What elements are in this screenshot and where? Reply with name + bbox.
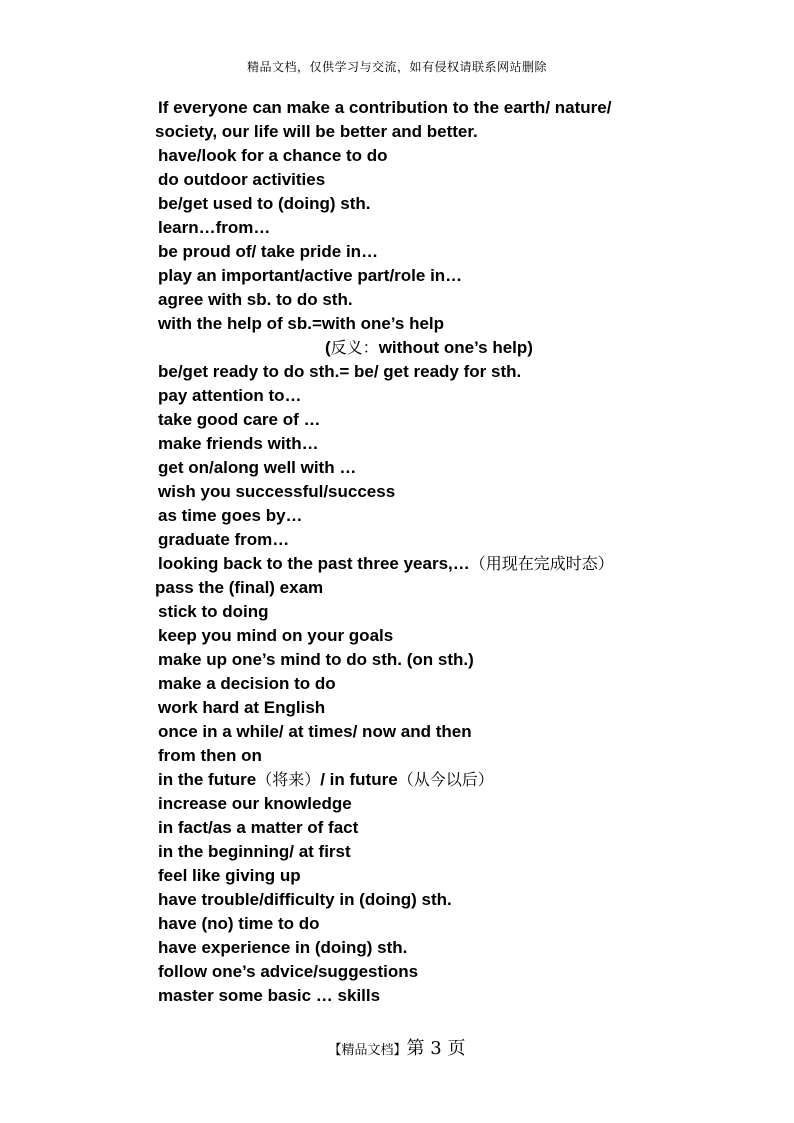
phrase-item	[155, 240, 715, 264]
phrase-item	[155, 264, 715, 288]
phrase-text: be/get ready to do sth.= be/ get ready for sth.	[158, 362, 522, 381]
phrase-text: in fact/as a matter of fact	[158, 818, 359, 837]
phrase-item	[155, 600, 715, 624]
phrase-text: be/get used to (doing) sth.	[158, 194, 371, 213]
phrase-text: take good care of …	[158, 410, 321, 429]
page-header: 精品文档，仅供学习与交流，如有侵权请联系网站删除	[246, 60, 547, 74]
phrase-text: work hard at English	[158, 698, 326, 717]
page-footer	[0, 1034, 794, 1060]
phrase-text: society, our life will be better and better.	[155, 122, 478, 141]
phrase-note: （用现在完成时态）	[469, 554, 614, 573]
phrase-text: with the help of sb.=with one’s help	[158, 314, 445, 333]
phrase-item	[155, 624, 715, 648]
phrase-item	[155, 144, 715, 168]
phrase-text: get on/along well with …	[158, 458, 357, 477]
phrase-item	[155, 384, 715, 408]
phrase-text: keep you mind on your goals	[158, 626, 394, 645]
phrase-item	[155, 552, 715, 576]
phrase-text: stick to doing	[158, 602, 269, 621]
phrase-item	[155, 720, 715, 744]
phrase-item	[155, 504, 715, 528]
phrase-text: do outdoor activities	[158, 170, 326, 189]
phrase-text: agree with sb. to do sth.	[158, 290, 353, 309]
phrase-text: in the future	[158, 770, 257, 789]
phrase-text: play an important/active part/role in…	[158, 266, 463, 285]
phrase-text: feel like giving up	[158, 866, 301, 885]
phrase-item	[155, 456, 715, 480]
phrase-text: pass the (final) exam	[155, 578, 324, 597]
phrase-text: once in a while/ at times/ now and then	[158, 722, 472, 741]
phrase-item	[155, 672, 715, 696]
phrase-text: in the beginning/ at first	[158, 842, 351, 861]
phrase-item	[155, 864, 715, 888]
phrase-list	[155, 96, 715, 1008]
phrase-text: graduate from…	[158, 530, 290, 549]
phrase-item	[155, 744, 715, 768]
phrase-text: If everyone can make a contribution to the earth/ nature/	[158, 98, 612, 117]
phrase-item	[155, 360, 715, 384]
phrase-item	[155, 648, 715, 672]
phrase-note: （将来）	[256, 770, 321, 789]
phrase-text: have experience in (doing) sth.	[158, 938, 408, 957]
phrase-item	[155, 984, 715, 1008]
phrase-text: follow one’s advice/suggestions	[158, 962, 419, 981]
phrase-text: looking back to the past three years,…	[158, 554, 470, 573]
footer-tag: 【精品文档】	[328, 1043, 407, 1058]
phrase-item	[155, 936, 715, 960]
phrase-item	[155, 816, 715, 840]
phrase-item	[155, 120, 715, 144]
phrase-text: without one’s help)	[378, 338, 533, 357]
phrase-text: have trouble/difficulty in (doing) sth.	[158, 890, 452, 909]
phrase-text: pay attention to…	[158, 386, 302, 405]
phrase-text: increase our knowledge	[158, 794, 352, 813]
phrase-text: be proud of/ take pride in…	[158, 242, 379, 261]
phrase-text: (	[325, 338, 331, 357]
phrase-item	[155, 480, 715, 504]
phrase-text: as time goes by…	[158, 506, 303, 525]
phrase-item	[155, 840, 715, 864]
phrase-note: （从今以后）	[397, 770, 494, 789]
phrase-item	[155, 768, 715, 792]
phrase-item	[155, 96, 715, 120]
phrase-item	[155, 288, 715, 312]
phrase-item	[155, 696, 715, 720]
page-number: 第 3 页	[406, 1038, 466, 1059]
phrase-item	[155, 168, 715, 192]
phrase-text: make a decision to do	[158, 674, 336, 693]
phrase-text: master some basic … skills	[158, 986, 381, 1005]
phrase-item	[155, 576, 715, 600]
phrase-item	[155, 792, 715, 816]
phrase-text: from then on	[158, 746, 262, 765]
phrase-item	[155, 408, 715, 432]
phrase-item	[155, 312, 715, 336]
phrase-item	[155, 888, 715, 912]
phrase-text: learn…from…	[158, 218, 271, 237]
phrase-text: make up one’s mind to do sth. (on sth.)	[158, 650, 474, 669]
phrase-item	[155, 960, 715, 984]
phrase-item	[155, 432, 715, 456]
phrase-text: have (no) time to do	[158, 914, 320, 933]
phrase-item	[155, 216, 715, 240]
phrase-item	[155, 336, 715, 360]
phrase-text: have/look for a chance to do	[158, 146, 388, 165]
phrase-item	[155, 192, 715, 216]
phrase-text: make friends with…	[158, 434, 319, 453]
phrase-item	[155, 528, 715, 552]
phrase-text: wish you successful/success	[158, 482, 396, 501]
phrase-note: 反义：	[330, 338, 379, 357]
phrase-item	[155, 912, 715, 936]
phrase-text: / in future	[320, 770, 398, 789]
